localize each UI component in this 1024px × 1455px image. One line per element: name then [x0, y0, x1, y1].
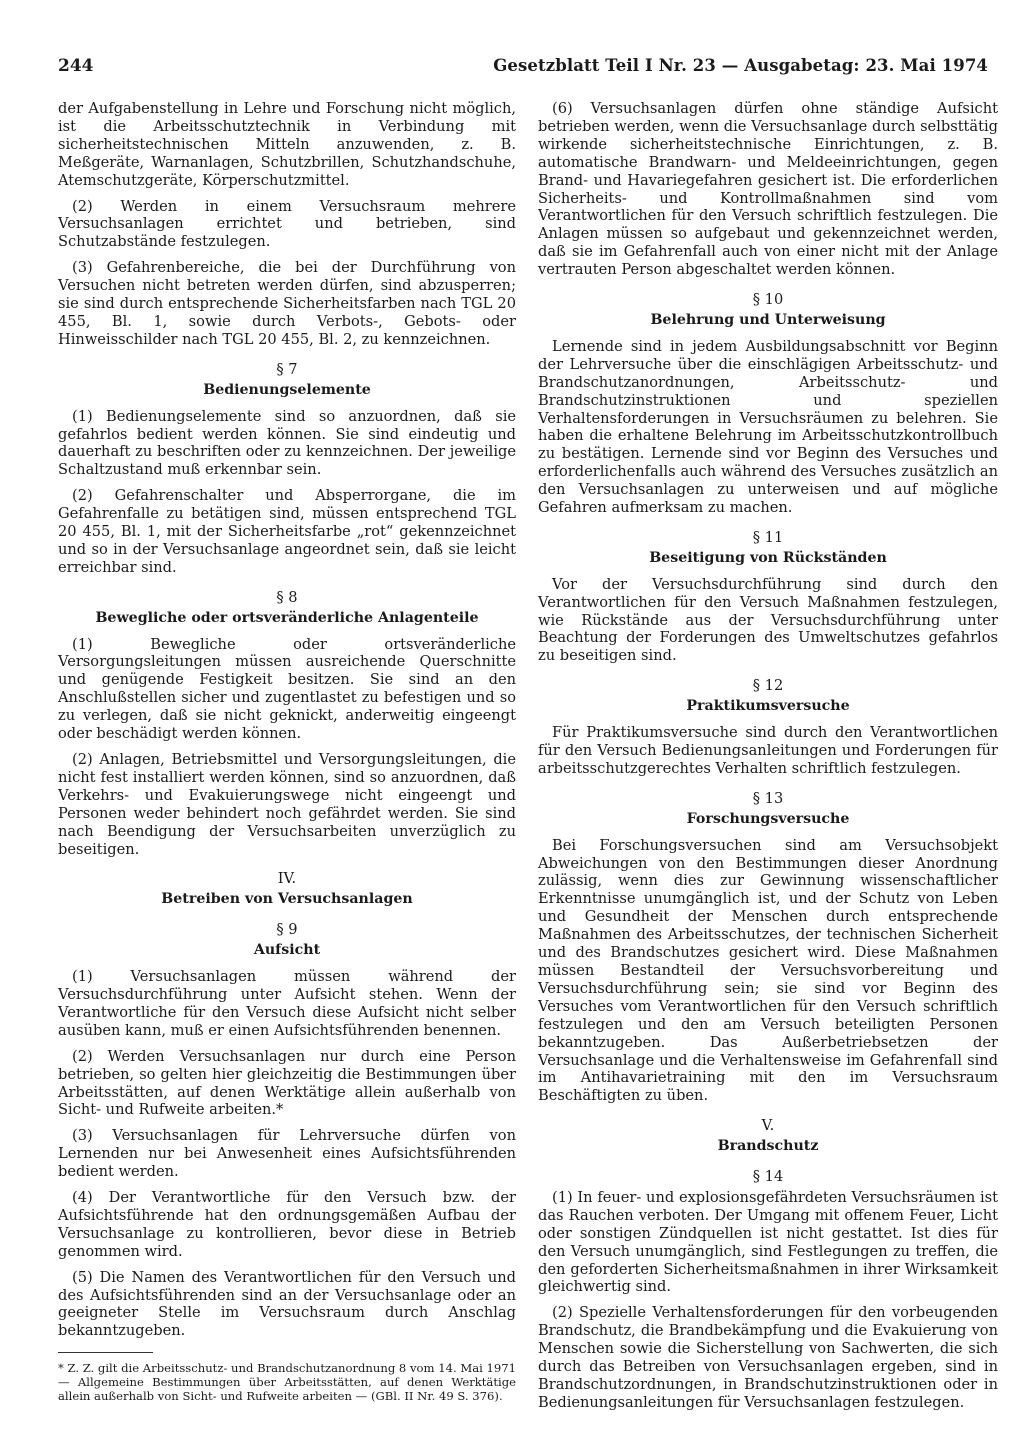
- section-number: § 10: [752, 291, 784, 309]
- paragraph: Bei Forschungsversuchen sind am Versuchsobjekt Abweichungen von den Bestimmungen dieser Anordnung zulässig, wenn dies zur Gewinnung wissenschaftlicher Erkenntnisse unumgänglich ist, und der Schutz von Leben und Gesundheit der Menschen durch entsprechende Maßnahmen des Arbeitsschutzes, der technischen Sicherheit und des Brandschutzes gesichert wird. Diese Maßnahmen müssen Bestandteil der Versuchsvorbereitung und Versuchsdurchführung sein; sie sind vor Beginn des Versuches vom Verantwortlichen für den Versuch schriftlich festzulegen und den am Versuch beteiligten Personen bekanntzugeben. Das Außerbetriebsetzen der Versuchsanlage und die Verhaltensweise im Gefahrenfall sind im Antihavarietraining mit den im Versuchsraum Beschäftigten zu üben.: [538, 836, 998, 1105]
- section-number: § 8: [276, 588, 298, 606]
- section-number: § 13: [752, 789, 784, 807]
- paragraph: (3) Gefahrenbereiche, die bei der Durchführung von Versuchen nicht betreten werden dürfen, sind abzusperren; sie sind durch entsprechende Sicherheitsfarben nach TGL 20 455, Bl. 1, sowie durch Verbots-, Gebots- oder Hinweisschilder nach TGL 20 455, Bl. 2, zu kennzeichnen.: [58, 259, 516, 348]
- right-column: [538, 100, 998, 1420]
- page-header: [58, 56, 988, 86]
- section-number: § 9: [276, 921, 298, 939]
- paragraph: (3) Versuchsanlagen für Lehrversuche dürfen von Lernenden nur bei Anwesenheit eines Aufsichtsführenden bedient werden.: [58, 1127, 516, 1181]
- section-number: § 14: [752, 1168, 784, 1186]
- section-title: Forschungsversuche: [686, 810, 850, 827]
- paragraph: (1) Bewegliche oder ortsveränderliche Versorgungsleitungen müssen ausreichende Querschnitte und genügende Festigkeit besitzen. Sie sind an den Anschlußstellen sicher und zugentlastet zu befestigen und so zu verlegen, daß sie nicht geknickt, anderweitig eingeengt oder beschädigt werden können.: [58, 635, 516, 743]
- paragraph: Für Praktikumsversuche sind durch den Verantwortlichen für den Versuch Bedienungsanleitungen und Forderungen für arbeitsschutzgerechtes Verhalten schriftlich festzulegen.: [538, 724, 998, 777]
- paragraph: Vor der Versuchsdurchführung sind durch den Verantwortlichen für den Versuch Maßnahmen festzulegen, wie Rückstände aus der Versuchsdurchführung unter Beachtung der Forderungen des Umweltschutzes gefahrlos zu beseitigen sind.: [538, 575, 998, 665]
- left-column: [58, 100, 516, 1411]
- paragraph: Lernende sind in jedem Ausbildungsabschnitt vor Beginn der Lehrversuche über die einschlägigen Arbeitsschutz- und Brandschutzanordnungen, Arbeitsschutz- und Brandschutzinstruktionen und speziellen Verhaltensforderungen in Versuchsräumen zu belehren. Sie haben die erhaltene Belehrung im Arbeitsschutzkontrollbuch zu bestätigen. Lernende sind vor Beginn des Versuches und erforderlichenfalls auch während des Versuches zusätzlich an den Versuchsanlagen zu unterweisen und auf mögliche Gefahren aufmerksam zu machen.: [538, 337, 998, 517]
- footnote-divider: [58, 1352, 153, 1353]
- running-head: Gesetzblatt Teil I Nr. 23 — Ausgabetag: 23. Mai 1974: [493, 56, 988, 75]
- paragraph: (5) Die Namen des Verantwortlichen für den Versuch und des Aufsichtsführenden sind an der Versuchsanlage oder an geeigneter Stelle im Versuchsraum durch Anschlag bekanntzugeben.: [58, 1268, 516, 1340]
- section-title: Beseitigung von Rückständen: [649, 549, 887, 566]
- paragraph: (6) Versuchsanlagen dürfen ohne ständige Aufsicht betrieben werden, wenn die Versuchsanlage durch selbsttätig wirkende sicherheitstechnische Einrichtungen, z. B. automatische Brandwarn- und Meldeeinrichtungen, gegen Brand- und Havariegefahren gesichert ist. Die erforderlichen Sicherheits- und Kontrollmaßnahmen sind vom Verantwortlichen für den Versuch schriftlich festzulegen. Die Anlagen müssen so aufgebaut und gekennzeichnet werden, daß sie im Gefahrenfall auch von einer nicht mit der Anlage vertrauten Person abgeschaltet werden können.: [538, 100, 998, 279]
- part-title: Betreiben von Versuchsanlagen: [161, 891, 413, 908]
- part-number: V.: [761, 1117, 775, 1135]
- section-title: Aufsicht: [253, 942, 321, 959]
- paragraph: (2) Werden Versuchsanlagen nur durch eine Person betrieben, so gelten hier gleichzeitig die Bestimmungen über Arbeitsstätten, auf denen Werktätige allein außerhalb von Sicht- und Rufweite arbeiten.*: [58, 1047, 516, 1119]
- paragraph: (4) Der Verantwortliche für den Versuch bzw. der Aufsichtsführende hat den ordnungsgemäßen Aufbau der Versuchsanlage zu kontrollieren, bevor diese in Betrieb genommen wird.: [58, 1189, 516, 1260]
- paragraph: (1) Versuchsanlagen müssen während der Versuchsdurchführung unter Aufsicht stehen. Wenn der Verantwortliche für den Versuch diese Aufsicht nicht selber ausüben kann, muß er einen Aufsichtsführenden benennen.: [58, 968, 516, 1039]
- part-title: Brandschutz: [717, 1138, 819, 1155]
- section-title: Belehrung und Unterweisung: [650, 311, 886, 328]
- paragraph: (1) In feuer- und explosionsgefährdeten Versuchsräumen ist das Rauchen verboten. Der Umgang mit offenem Feuer, Licht oder sonstigen Zündquellen ist nicht gestattet. Ist dies für den Versuch unumgänglich, sind Festlegungen zu treffen, die den geforderten Sicherheitsmaßnahmen in ihrer Wirksamkeit gleichwertig sind.: [538, 1188, 998, 1296]
- page-number: 244: [58, 56, 94, 76]
- paragraph: (2) Spezielle Verhaltensforderungen für den vorbeugenden Brandschutz, die Brandbekämpfung und die Evakuierung von Menschen sowie die Sicherstellung von Sachwerten, die sich durch das Betreiben von Versuchsanlagen ergeben, sind in Brandschutzordnungen, in Brandschutzinstruktionen oder in Bedienungsanleitungen für Versuchsanlagen festzulegen.: [538, 1304, 998, 1411]
- paragraph: (2) Anlagen, Betriebsmittel und Versorgungsleitungen, die nicht fest installiert werden können, sind so anzuordnen, daß Verkehrs- und Evakuierungswege nicht eingeengt und Personen weder behindert noch gefährdet werden. Sie sind nach Beendigung der Versuchsarbeiten unverzüglich zu beseitigen.: [58, 751, 516, 858]
- section-number: § 11: [752, 528, 784, 546]
- paragraph: der Aufgabenstellung in Lehre und Forschung nicht möglich, ist die Arbeitsschutztechnik in Verbindung mit sicherheitstechnischen Mitteln anzuwenden, z. B. Meßgeräte, Warnanlagen, Schutzbrillen, Schutzhandschuhe, Atemschutzgeräte, Körperschutzmittel.: [58, 100, 516, 189]
- footnote: * Z. Z. gilt die Arbeitsschutz- und Brandschutzanordnung 8 vom 14. Mai 1971 — Allgemeine Bestimmungen über Arbeitsstätten, auf denen Werktätige allein außerhalb von Sicht- und Rufweite arbeiten — (GBl. II Nr. 49 S. 376).: [58, 1361, 516, 1404]
- section-title: Bedienungselemente: [203, 381, 371, 398]
- section-number: § 12: [752, 677, 784, 695]
- paragraph: (2) Werden in einem Versuchsraum mehrere Versuchsanlagen errichtet und betrieben, sind Schutzabstände festzulegen.: [58, 197, 516, 251]
- paragraph: (1) Bedienungselemente sind so anzuordnen, daß sie gefahrlos bedient werden können. Sie sind eindeutig und dauerhaft zu beschriften oder zu kennzeichnen. Der jeweilige Schaltzustand muß erkennbar sein.: [58, 407, 516, 479]
- section-number: § 7: [276, 360, 298, 378]
- paragraph: (2) Gefahrenschalter und Absperrorgane, die im Gefahrenfalle zu betätigen sind, müssen entsprechend TGL 20 455, Bl. 1, mit der Sicherheitsfarbe „rot“ gekennzeichnet und so in der Versuchsanlage angeordnet sein, daß sie leicht erreichbar sind.: [58, 487, 516, 576]
- section-title: Praktikumsversuche: [686, 698, 850, 715]
- section-title: Bewegliche oder ortsveränderliche Anlagenteile: [95, 609, 479, 626]
- part-number: IV.: [277, 870, 297, 888]
